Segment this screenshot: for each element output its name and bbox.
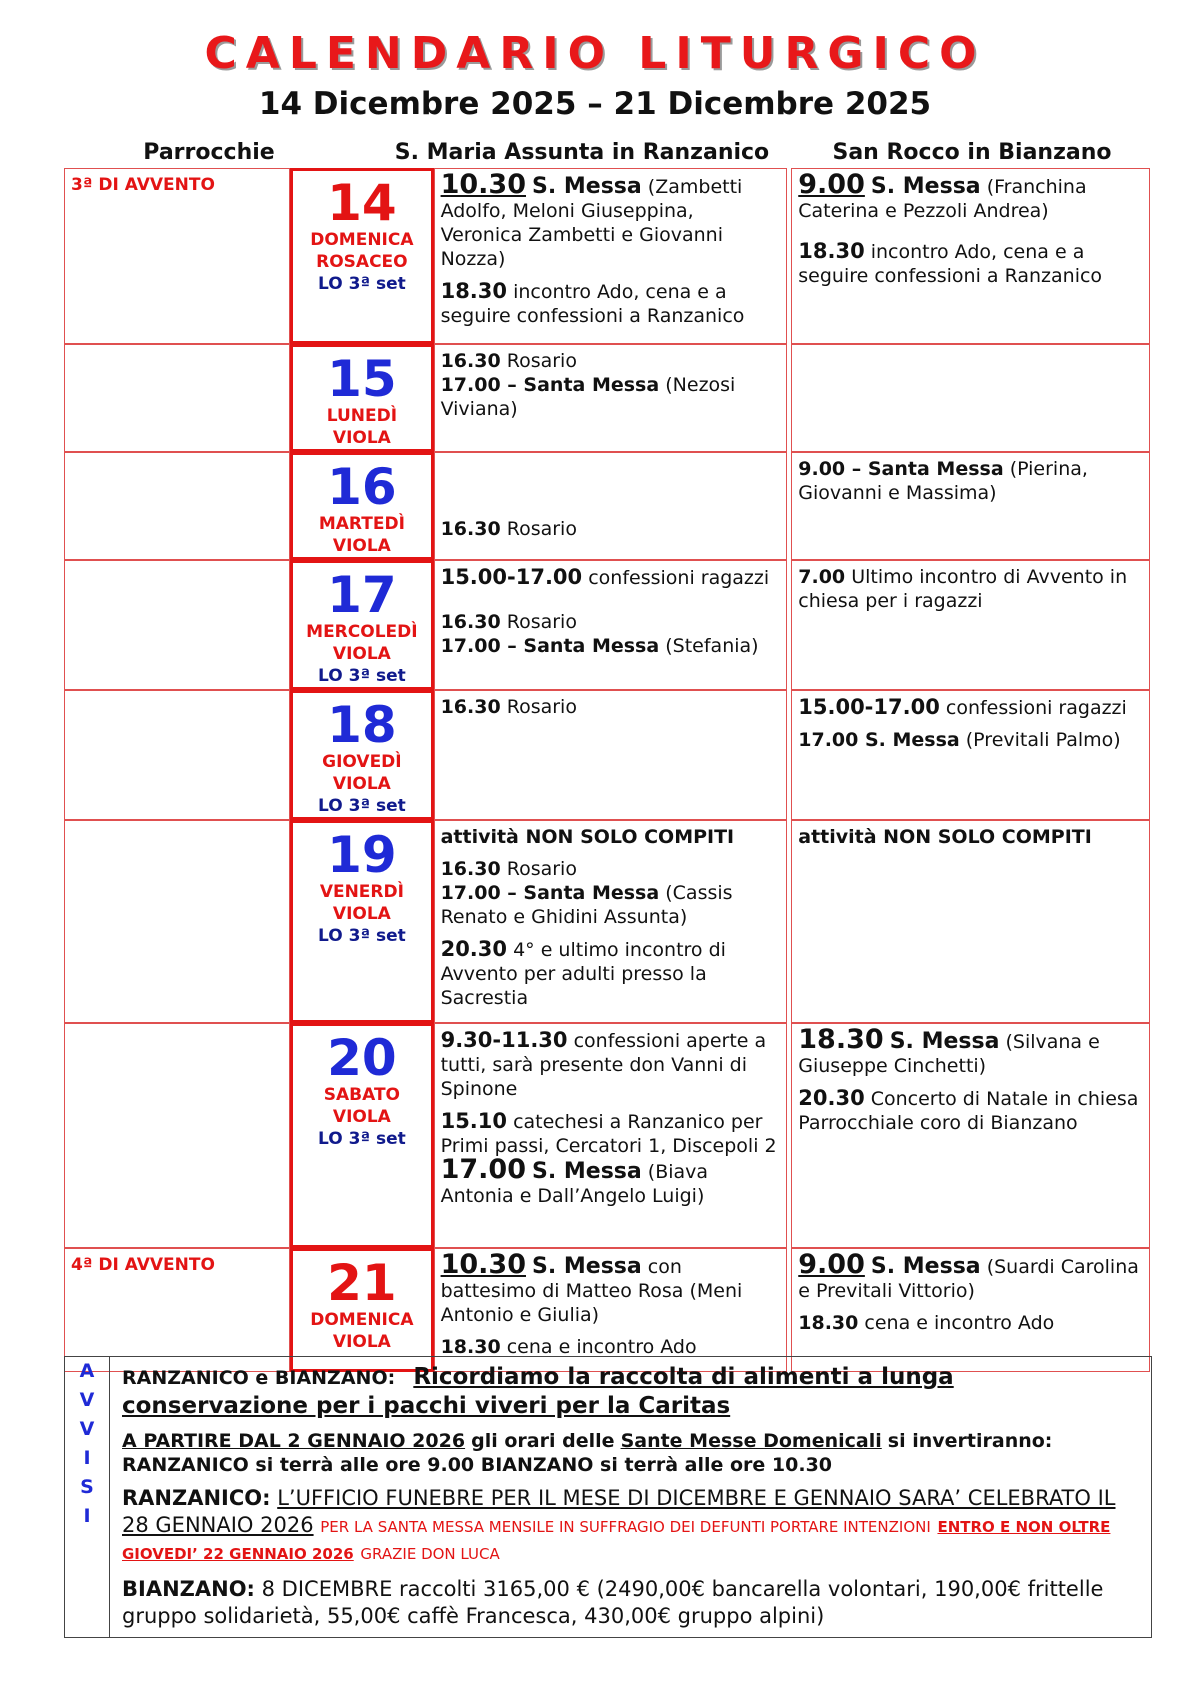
notice-text: gli orari delle <box>471 1430 615 1452</box>
event-text: (Zambetti Adolfo, Meloni Giuseppina, Veronica Zambetti e Giovanni Nozza) <box>440 176 743 270</box>
bianzano-cell <box>791 452 1150 560</box>
event-text: (Suardi Carolina e Previtali Vittorio) <box>798 1256 1139 1302</box>
activity-label: attività NON SOLO COMPITI <box>798 826 1092 848</box>
event-text: confessioni ragazzi <box>588 567 770 589</box>
liturgical-color: VIOLA <box>332 1332 391 1352</box>
lo-label: LO 3ª set <box>318 926 406 946</box>
time: 18.30 <box>440 1336 501 1358</box>
event-title: S. Messa <box>532 174 642 199</box>
event-text: Ultimo incontro di Avvento in chiesa per i ragazzi <box>798 566 1128 612</box>
ranzanico-cell <box>434 1248 788 1372</box>
bianzano-cell <box>791 168 1150 344</box>
avvisi-box <box>64 1356 1152 1638</box>
table-row <box>64 168 1150 344</box>
day-cell <box>290 1023 433 1248</box>
table-row <box>64 1248 1150 1372</box>
event-title: S. Messa <box>532 1254 642 1279</box>
day-name: VENERDÌ <box>319 882 404 902</box>
time: 17.00 – Santa Messa <box>440 882 660 904</box>
liturgical-color: VIOLA <box>332 1107 391 1127</box>
avvisi-letter: S <box>80 1476 94 1498</box>
ranzanico-cell <box>434 820 788 1023</box>
notice-text: RANZANICO si terrà alle ore 9.00 BIANZANO si terrà alle ore 10.30 <box>122 1454 833 1476</box>
avvisi-letter: I <box>83 1505 91 1527</box>
event-text: (Cassis Renato e Ghidini Assunta) <box>440 882 733 928</box>
day-name: GIOVEDÌ <box>322 752 402 772</box>
notice-text: L’UFFICIO FUNEBRE PER IL MESE DI DICEMBRE E GENNAIO SARA’ CELEBRATO IL 28 GENNAIO 2026 <box>122 1486 1116 1537</box>
day-name: MARTEDÌ <box>318 514 405 534</box>
day-number: 15 <box>327 350 397 408</box>
day-name: LUNEDÌ <box>326 406 398 426</box>
notice-text: Ricordiamo la raccolta di alimenti a lunga conservazione per i pacchi viveri per la Caritas <box>122 1364 954 1419</box>
day-number: 17 <box>327 566 397 624</box>
event-text: cena e incontro Ado <box>864 1312 1055 1334</box>
col-header-bianzano: San Rocco in Bianzano <box>832 140 1112 165</box>
lo-label: LO 3ª set <box>318 796 406 816</box>
time: 17.00 S. Messa <box>798 729 960 751</box>
event-text: 4° e ultimo incontro di Avvento per adulti presso la Sacrestia <box>440 939 726 1009</box>
table-row <box>64 344 1150 452</box>
event-text: incontro Ado, cena e a seguire confessioni a Ranzanico <box>798 241 1103 287</box>
date-range: 14 Dicembre 2025 – 21 Dicembre 2025 <box>258 86 932 122</box>
notice-text: Sante Messe Domenicali <box>620 1430 882 1452</box>
time: 18.30 <box>798 239 865 263</box>
notice-schedule <box>122 1429 1142 1477</box>
liturgical-color: VIOLA <box>332 428 391 448</box>
event-text: Rosario <box>506 518 577 540</box>
day-number: 20 <box>327 1029 397 1087</box>
event-text: con battesimo di Matteo Rosa (Meni Antonio e Giulia) <box>440 1256 743 1326</box>
time: 20.30 <box>798 1086 865 1110</box>
bianzano-cell <box>791 690 1150 820</box>
notice-bianzano <box>122 1576 1142 1630</box>
event-text: catechesi a Ranzanico per Primi passi, Cercatori 1, Discepoli 2 <box>440 1111 777 1157</box>
notice-date: A PARTIRE DAL 2 GENNAIO 2026 <box>122 1430 466 1452</box>
table-row <box>64 452 1150 560</box>
avvisi-letter: I <box>83 1447 91 1469</box>
time: 10.30 <box>440 1249 526 1280</box>
event-title: S. Messa <box>870 1254 981 1279</box>
event-text: (Biava Antonia e Dall’Angelo Luigi) <box>440 1161 709 1207</box>
col-header-ranzanico: S. Maria Assunta in Ranzanico <box>394 140 770 165</box>
event-text: (Stefania) <box>665 635 759 657</box>
time: 16.30 <box>440 858 501 880</box>
page-title: CALENDARIO LITURGICO <box>204 28 986 79</box>
day-name: MERCOLEDÌ <box>306 622 418 642</box>
time: 18.30 <box>798 1312 859 1334</box>
advent-label: 3ª DI AVVENTO <box>71 175 215 195</box>
avvisi-body <box>122 1363 1142 1630</box>
ranzanico-cell <box>434 1023 788 1248</box>
time: 15.00-17.00 <box>798 695 940 719</box>
notice-text: GRAZIE DON LUCA <box>360 1545 500 1563</box>
event-text: Rosario <box>506 858 577 880</box>
avvisi-letter: A <box>79 1360 95 1382</box>
liturgical-color: VIOLA <box>332 536 391 556</box>
event-title: S. Messa <box>870 174 981 199</box>
liturgical-color: VIOLA <box>332 904 391 924</box>
notice-ranzanico <box>122 1485 1142 1566</box>
event-text: (Pierina, Giovanni e Massima) <box>798 458 1088 504</box>
avvisi-letter: V <box>79 1418 95 1440</box>
time: 17.00 <box>440 1154 526 1185</box>
day-cell <box>290 452 433 560</box>
day-cell <box>290 820 433 1023</box>
ranzanico-cell <box>434 560 788 690</box>
notice-label: RANZANICO: <box>122 1486 271 1510</box>
time: 15.00-17.00 <box>440 565 583 589</box>
time: 16.30 <box>440 611 501 633</box>
advent-label: 4ª DI AVVENTO <box>71 1255 215 1275</box>
event-text: confessioni aperte a tutti, sarà presente don Vanni di Spinone <box>440 1030 767 1100</box>
day-number: 21 <box>327 1254 397 1312</box>
time: 16.30 <box>440 696 501 718</box>
lo-label: LO 3ª set <box>318 1129 406 1149</box>
event-title: S. Messa <box>889 1029 1000 1054</box>
activity-label: attività NON SOLO COMPITI <box>440 826 735 848</box>
day-cell <box>290 1248 433 1372</box>
event-text: Rosario <box>506 611 577 633</box>
day-name: DOMENICA <box>310 1310 414 1330</box>
notice-caritas <box>122 1363 1142 1421</box>
time: 17.00 – Santa Messa <box>440 374 660 396</box>
time: 20.30 <box>440 937 508 961</box>
time: 10.30 <box>440 169 526 200</box>
bianzano-cell <box>791 560 1150 690</box>
ranzanico-cell <box>434 690 788 820</box>
col-header-parrocchie: Parrocchie <box>143 140 275 165</box>
table-row <box>64 690 1150 820</box>
event-text: incontro Ado, cena e a seguire confessioni a Ranzanico <box>440 281 745 327</box>
day-number: 16 <box>327 458 397 516</box>
notice-label: BIANZANO: <box>122 1577 255 1601</box>
ranzanico-cell <box>434 452 788 560</box>
event-text: Rosario <box>506 696 577 718</box>
calendar-table <box>64 168 1150 1372</box>
time: 16.30 <box>440 518 501 540</box>
notice-deadline: ENTRO E NON OLTRE GIOVEDI’ 22 GENNAIO 2026 <box>122 1518 1111 1563</box>
event-text: Concerto di Natale in chiesa Parrocchiale coro di Bianzano <box>798 1088 1139 1134</box>
time: 9.00 <box>798 169 865 200</box>
day-name: DOMENICA <box>310 230 414 250</box>
liturgical-color: VIOLA <box>332 774 391 794</box>
bianzano-cell <box>791 820 1150 1023</box>
time: 18.30 <box>798 1024 884 1055</box>
bianzano-cell <box>791 1248 1150 1372</box>
time: 16.30 <box>440 350 501 372</box>
notice-text: PER LA SANTA MESSA MENSILE IN SUFFRAGIO DEI DEFUNTI PORTARE INTENZIONI <box>320 1518 931 1536</box>
day-cell <box>290 344 433 452</box>
ranzanico-cell <box>434 344 788 452</box>
time: 9.00 <box>798 1249 865 1280</box>
day-number: 19 <box>327 826 397 884</box>
bianzano-cell <box>791 1023 1150 1248</box>
table-row <box>64 560 1150 690</box>
event-title: S. Messa <box>532 1159 642 1184</box>
event-text: (Previtali Palmo) <box>965 729 1121 751</box>
event-text: (Silvana e Giuseppe Cinchetti) <box>798 1031 1100 1077</box>
table-row <box>64 1023 1150 1248</box>
avvisi-label <box>65 1357 110 1637</box>
event-text: confessioni ragazzi <box>945 697 1127 719</box>
time: 18.30 <box>440 279 508 303</box>
time: 9.00 – Santa Messa <box>798 458 1004 480</box>
time: 9.30-11.30 <box>440 1028 568 1052</box>
liturgical-color: ROSACEO <box>316 252 408 272</box>
time: 7.00 <box>798 566 846 588</box>
day-cell <box>290 168 433 344</box>
avvisi-letter: V <box>79 1389 95 1411</box>
day-name: SABATO <box>323 1085 400 1105</box>
event-text: Rosario <box>506 350 577 372</box>
day-cell <box>290 690 433 820</box>
event-text: (Franchina Caterina e Pezzoli Andrea) <box>798 176 1087 222</box>
day-cell <box>290 560 433 690</box>
time: 17.00 – Santa Messa <box>440 635 660 657</box>
day-number: 18 <box>327 696 397 754</box>
notice-text: 8 DICEMBRE raccolti 3165,00 € (2490,00€ bancarella volontari, 190,00€ frittelle gruppo solidarietà, 55,00€ caffè Francesca, 430,00€ gruppo alpini) <box>122 1577 1104 1628</box>
day-number: 14 <box>327 174 397 232</box>
bianzano-cell <box>791 344 1150 452</box>
lo-label: LO 3ª set <box>318 666 406 686</box>
table-row <box>64 820 1150 1023</box>
lo-label: LO 3ª set <box>318 274 406 294</box>
notice-label: RANZANICO e BIANZANO: <box>122 1367 396 1389</box>
liturgical-color: VIOLA <box>332 644 391 664</box>
time: 15.10 <box>440 1109 508 1133</box>
ranzanico-cell <box>434 168 788 344</box>
notice-text: si invertiranno: <box>887 1430 1053 1452</box>
event-text: (Nezosi Viviana) <box>440 374 736 420</box>
event-text: cena e incontro Ado <box>506 1336 697 1358</box>
